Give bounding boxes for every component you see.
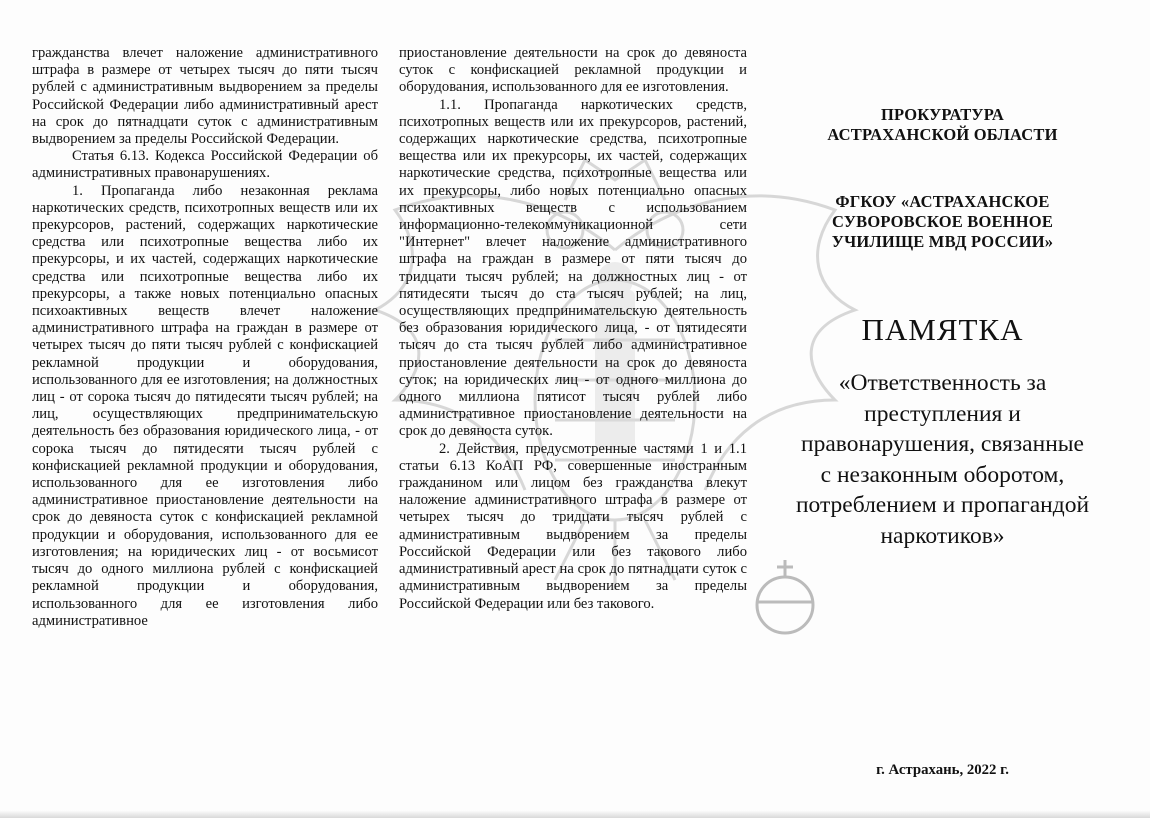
cover-panel [770, 40, 1115, 800]
left-text-column [32, 45, 378, 630]
paragraph: Статья 6.13. Кодекса Российской Федерации об административных правонарушениях. [32, 148, 378, 182]
paragraph: 2. Действия, предусмотренные частями 1 и 1.1 статьи 6.13 КоАП РФ, совершенные иностранным гражданином или лицом без гражданства влекут наложение административного штрафа в размере от четырех тысяч до тридцати тысяч рублей с административным выдворением за пределы Российской Федерации или без такового либо административный арест на срок до пятнадцати суток с административным выдворением за пределы Российской Федерации или без такового. [399, 440, 747, 612]
subtitle-line: правонарушения, связанные [801, 431, 1084, 457]
prosecutor-office-heading [770, 105, 1115, 145]
page-edge [0, 810, 1150, 818]
subtitle-line: преступления и [864, 400, 1021, 427]
paragraph: приостановление деятельности на срок до девяноста суток с конфискацией рекламной продукции и оборудования, использованного для ее изготовления. [399, 45, 747, 96]
heading-line: ФГКОУ «АСТРАХАНСКОЕ [835, 192, 1050, 211]
subtitle-line: наркотиков» [880, 522, 1005, 549]
heading-line: УЧИЛИЩЕ МВД РОССИИ» [831, 232, 1054, 251]
school-heading [770, 192, 1115, 252]
paragraph: 1. Пропаганда либо незаконная реклама наркотических средств, психотропных веществ или их прекурсоров, растений, содержащих наркотические средства или психотропные вещества либо их прекурсоры, и их частей, содержащих наркотические средства или психотропные вещества либо их прекурсоры, а также новых потенциально опасных психоактивных веществ влечет наложение административного штрафа на граждан в размере от четырех тысяч до пяти тысяч рублей с конфискацией рекламной продукции и оборудования, использованного для ее изготовления; на должностных лиц - от сорока тысяч до пятидесяти тысяч рублей; на лиц, осуществляющих предпринимательскую деятельность без образования юридического лица, - от сорока тысяч до пятидесяти тысяч рублей с конфискацией рекламной продукции и оборудования, использованного для ее изготовления либо административное приостановление деятельности на срок до девяноста суток с конфискацией рекламной продукции и оборудования, использованного для ее изготовления; на юридических лиц - от восьмисот тысяч до одного миллиона рублей с конфискацией рекламной продукции и оборудования, использованного для ее изготовления либо административное [32, 182, 378, 629]
city-year: г. Астрахань, 2022 г. [876, 762, 1009, 778]
paragraph: 1.1. Пропаганда наркотических средств, психотропных веществ или их прекурсоров, растений, содержащих наркотические средства, психотропные вещества или их прекурсоры, их частей, содержащих наркотические средства, психотропные вещества или их прекурсоры, либо новых потенциально опасных психоактивных веществ с использованием информационно-телекоммуникационной сети "Интернет" влечет наложение административного штрафа на граждан в размере от пяти тысяч до тридцати тысяч рублей; на должностных лиц - от пятидесяти тысяч до ста тысяч рублей; на лиц, осуществляющих предпринимательскую деятельность без образования юридического лица, - от пятидесяти тысяч до ста тысяч рублей либо административное приостановление деятельности на срок до девяноста суток; на юридических лиц - от одного миллиона до одного миллиона пятисот тысяч рублей либо административное приостановление деятельности на срок до девяноста суток. [399, 96, 747, 440]
subtitle-line: потреблением и пропагандой [795, 492, 1090, 518]
middle-text-column [399, 45, 747, 613]
subtitle-line: «Ответственность за [838, 370, 1047, 396]
heading-line: ПРОКУРАТУРА [880, 105, 1005, 124]
subtitle-line: с незаконным оборотом, [820, 461, 1065, 488]
memo-subtitle [770, 368, 1115, 551]
paragraph: гражданства влечет наложение административного штрафа в размере от четырех тысяч до пяти тысяч рублей с административным выдворением за пределы Российской Федерации либо административный арест на срок до пятнадцати суток с административным выдворением за пределы Российской Федерации. [32, 45, 378, 148]
heading-line: АСТРАХАНСКОЙ ОБЛАСТИ [827, 125, 1058, 144]
memo-title: ПАМЯТКА [861, 312, 1024, 347]
heading-line: СУВОРОВСКОЕ ВОЕННОЕ [831, 212, 1054, 231]
